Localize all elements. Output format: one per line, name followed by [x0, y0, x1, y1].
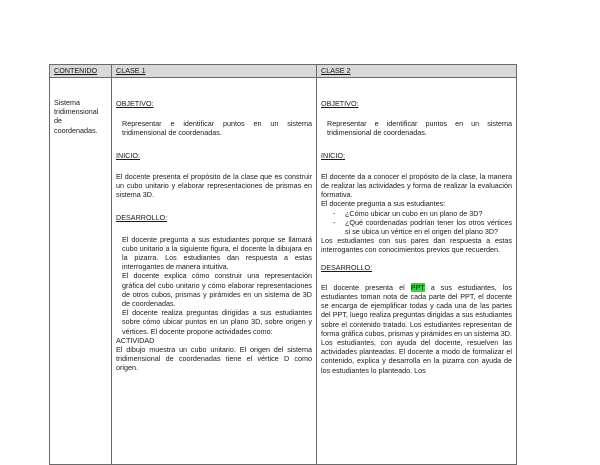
- clase2-pregunta-intro: El docente pregunta a sus estudiantes:: [321, 199, 446, 209]
- contenido-text: Sistema tridimensional de coordenadas.: [54, 98, 99, 135]
- list-item: - ¿Qué coordenadas podrían tener los otros vértices si se ubica un vértice en el origen del plano 3D?: [345, 218, 512, 236]
- clase1-inicio-heading: INICIO:: [116, 150, 140, 160]
- clase2-cell: [317, 78, 517, 465]
- clase2-desarrollo-pre: El docente presenta el: [321, 282, 405, 292]
- ppt-highlight: PPT: [410, 282, 425, 292]
- clase2-objetivo-heading: OBJETIVO:: [321, 99, 359, 108]
- header-clase-2: CLASE 2: [317, 65, 517, 78]
- clase1-actividad-label: ACTIVIDAD: [116, 335, 155, 345]
- header-clase-1: CLASE 1: [112, 65, 317, 78]
- clase1-desarrollo-p2: El docente explica cómo construir una representación gráfica del cubo unitario y cómo elaborar representaciones de otros cubos, prismas y pirámides en un sistema de 3D de coordenadas.: [122, 271, 312, 309]
- clase2-inicio-heading: INICIO:: [321, 150, 345, 160]
- clase1-objetivo-heading: OBJETIVO:: [116, 99, 154, 108]
- clase1-desarrollo-heading: DESARROLLO:: [116, 213, 168, 223]
- header-row: [50, 65, 517, 78]
- clase1-cell: [112, 78, 317, 465]
- clase2-desarrollo-heading: DESARROLLO:: [321, 262, 373, 272]
- clase1-actividad-text: El dibujo muestra un cubo unitario. El origen del sistema tridimensional de coordenadas tiene el vértice D como origen.: [116, 345, 312, 373]
- list-item: - ¿Cómo ubicar un cubo en un plano de 3D?: [345, 209, 512, 218]
- clase1-desarrollo-p1: El docente pregunta a sus estudiantes porque se llamará cubo unitario a la siguiente figura, el docente la dibujara en la pizarra. Los estudiantes dan respuesta a estas interrogantes de manera intuitiva.: [122, 234, 312, 272]
- clase2-inicio-text: El docente da a conocer el propósito de la clase, la manera de realizar las actividades y forma de realizar la evaluación formativa.: [321, 171, 512, 200]
- clase2-desarrollo-post: a sus estudiantes, los estudiantes toman nota de cada parte del PPT, el docente se encarga de ejemplificar todas y cada una de las partes del PPT, luego realiza preguntas dirigidas a sus estudiantes sobre el contenido tratado. Los estudiantes representan de forma gráfica cubos, prismas y pirámides en un sistema 3D. Los estudiantes, con ayuda del docente, resuelven las actividades planteadas. El docente a modo de formalizar el contenido, explica y desarrolla en la pizarra con ayuda de los estudiantes lo planteado. Los: [321, 282, 513, 375]
- lesson-plan-table: [49, 64, 517, 465]
- clase1-objetivo-text: Representar e identificar puntos en un sistema tridimensional de coordenadas.: [122, 119, 312, 138]
- clase2-desarrollo-text: [321, 283, 512, 375]
- header-contenido: CONTENIDO: [50, 65, 112, 78]
- clase1-desarrollo-p3: El docente realiza preguntas dirigidas a sus estudiantes sobre cómo ubicar puntos en un plano 3D, sobre origen y vértices. El docente propone actividades como:: [122, 308, 312, 336]
- body-row: [50, 78, 517, 465]
- clase2-objetivo-text: Representar e identificar puntos en un sistema tridimensional de coordenadas.: [327, 119, 512, 138]
- clase2-question-list: [321, 209, 512, 237]
- clase2-respuesta-text: Los estudiantes con sus pares dan respuesta a estas interrogantes con conocimientos previos que recuerden.: [321, 236, 512, 255]
- contenido-cell: [50, 78, 112, 465]
- clase1-inicio-text: El docente presenta el propósito de la clase que es construir un cubo unitario y elaborar representaciones de prismas en sistema 3D.: [116, 171, 312, 200]
